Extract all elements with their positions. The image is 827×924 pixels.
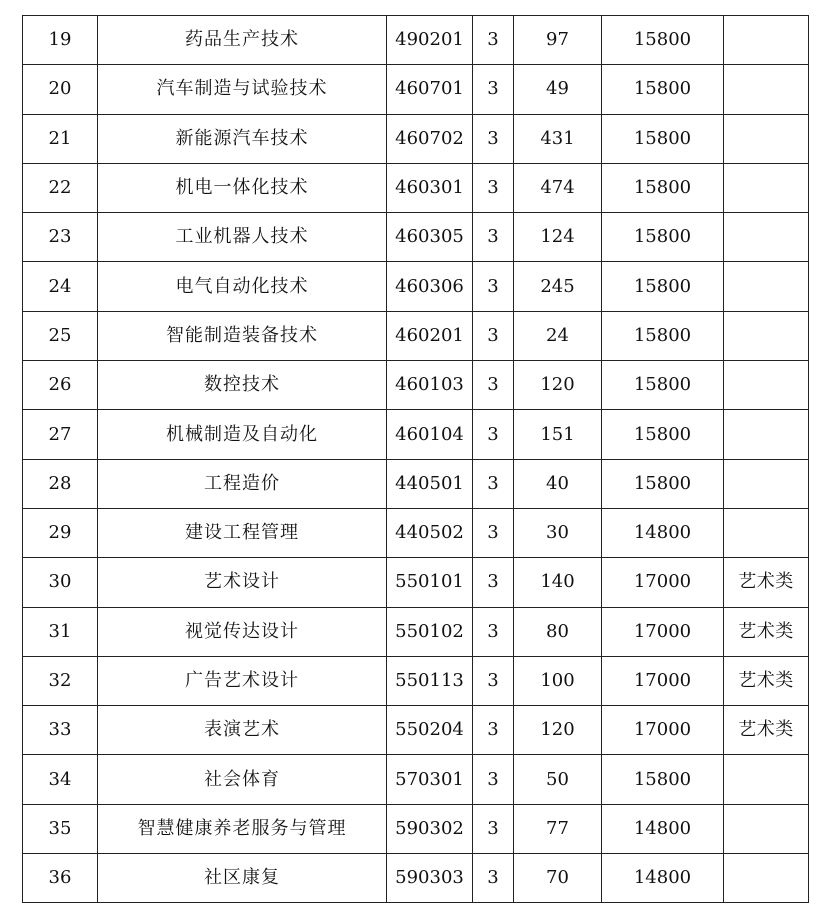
cell-years: 3 [473, 459, 514, 508]
cell-note [724, 213, 809, 262]
table-row [23, 558, 809, 607]
cell-major-code: 550204 [387, 706, 473, 755]
cell-note: 艺术类 [724, 607, 809, 656]
table-row [23, 114, 809, 163]
cell-count: 140 [514, 558, 602, 607]
cell-fee: 14800 [602, 508, 724, 557]
cell-note [724, 114, 809, 163]
table-row [23, 311, 809, 360]
cell-major-name: 智慧健康养老服务与管理 [98, 804, 387, 853]
cell-major-name: 建设工程管理 [98, 508, 387, 557]
table-body [23, 16, 809, 903]
cell-years: 3 [473, 410, 514, 459]
cell-major-code: 460701 [387, 65, 473, 114]
enrollment-table [22, 15, 809, 903]
cell-major-name: 药品生产技术 [98, 16, 387, 65]
cell-index: 35 [23, 804, 98, 853]
cell-major-code: 460201 [387, 311, 473, 360]
cell-note [724, 459, 809, 508]
cell-count: 49 [514, 65, 602, 114]
table-row [23, 706, 809, 755]
table-row [23, 804, 809, 853]
cell-fee: 15800 [602, 213, 724, 262]
cell-note [724, 262, 809, 311]
cell-fee: 15800 [602, 459, 724, 508]
cell-index: 24 [23, 262, 98, 311]
cell-major-name: 广告艺术设计 [98, 656, 387, 705]
cell-fee: 17000 [602, 706, 724, 755]
cell-years: 3 [473, 804, 514, 853]
cell-years: 3 [473, 114, 514, 163]
cell-fee: 15800 [602, 410, 724, 459]
cell-index: 30 [23, 558, 98, 607]
cell-years: 3 [473, 213, 514, 262]
cell-major-name: 新能源汽车技术 [98, 114, 387, 163]
cell-major-code: 490201 [387, 16, 473, 65]
cell-years: 3 [473, 755, 514, 804]
cell-index: 27 [23, 410, 98, 459]
cell-years: 3 [473, 262, 514, 311]
cell-index: 36 [23, 854, 98, 903]
cell-count: 24 [514, 311, 602, 360]
cell-index: 19 [23, 16, 98, 65]
cell-major-name: 艺术设计 [98, 558, 387, 607]
cell-major-name: 汽车制造与试验技术 [98, 65, 387, 114]
cell-count: 100 [514, 656, 602, 705]
cell-note [724, 410, 809, 459]
cell-major-name: 视觉传达设计 [98, 607, 387, 656]
cell-years: 3 [473, 607, 514, 656]
cell-index: 31 [23, 607, 98, 656]
cell-count: 245 [514, 262, 602, 311]
cell-fee: 17000 [602, 607, 724, 656]
cell-note [724, 755, 809, 804]
cell-major-name: 社区康复 [98, 854, 387, 903]
cell-note [724, 16, 809, 65]
cell-index: 22 [23, 163, 98, 212]
cell-index: 33 [23, 706, 98, 755]
cell-major-code: 460104 [387, 410, 473, 459]
cell-major-name: 表演艺术 [98, 706, 387, 755]
table-row [23, 410, 809, 459]
cell-index: 28 [23, 459, 98, 508]
cell-major-code: 590303 [387, 854, 473, 903]
cell-count: 97 [514, 16, 602, 65]
cell-major-name: 智能制造装备技术 [98, 311, 387, 360]
cell-index: 21 [23, 114, 98, 163]
cell-count: 124 [514, 213, 602, 262]
cell-major-name: 机械制造及自动化 [98, 410, 387, 459]
cell-count: 50 [514, 755, 602, 804]
cell-fee: 15800 [602, 361, 724, 410]
cell-count: 30 [514, 508, 602, 557]
cell-note [724, 804, 809, 853]
cell-count: 70 [514, 854, 602, 903]
cell-fee: 15800 [602, 16, 724, 65]
table-row [23, 361, 809, 410]
table-row [23, 755, 809, 804]
cell-major-name: 机电一体化技术 [98, 163, 387, 212]
cell-fee: 14800 [602, 854, 724, 903]
cell-major-code: 550101 [387, 558, 473, 607]
cell-note [724, 311, 809, 360]
cell-years: 3 [473, 361, 514, 410]
cell-fee: 15800 [602, 755, 724, 804]
cell-years: 3 [473, 163, 514, 212]
cell-years: 3 [473, 65, 514, 114]
cell-fee: 15800 [602, 262, 724, 311]
cell-count: 474 [514, 163, 602, 212]
cell-note [724, 361, 809, 410]
cell-index: 23 [23, 213, 98, 262]
cell-major-name: 社会体育 [98, 755, 387, 804]
cell-index: 34 [23, 755, 98, 804]
cell-fee: 15800 [602, 114, 724, 163]
cell-major-code: 590302 [387, 804, 473, 853]
cell-fee: 17000 [602, 558, 724, 607]
cell-index: 26 [23, 361, 98, 410]
cell-count: 40 [514, 459, 602, 508]
cell-major-code: 440501 [387, 459, 473, 508]
cell-note: 艺术类 [724, 706, 809, 755]
table-row [23, 607, 809, 656]
cell-index: 32 [23, 656, 98, 705]
cell-note [724, 65, 809, 114]
cell-fee: 15800 [602, 311, 724, 360]
cell-fee: 17000 [602, 656, 724, 705]
cell-major-code: 460702 [387, 114, 473, 163]
cell-major-code: 460305 [387, 213, 473, 262]
cell-note [724, 508, 809, 557]
table-row [23, 508, 809, 557]
cell-years: 3 [473, 706, 514, 755]
table-row [23, 262, 809, 311]
cell-count: 151 [514, 410, 602, 459]
cell-count: 120 [514, 361, 602, 410]
cell-note: 艺术类 [724, 558, 809, 607]
cell-major-name: 工业机器人技术 [98, 213, 387, 262]
cell-years: 3 [473, 311, 514, 360]
table-row [23, 213, 809, 262]
cell-major-code: 460301 [387, 163, 473, 212]
cell-years: 3 [473, 16, 514, 65]
cell-note: 艺术类 [724, 656, 809, 705]
cell-major-code: 570301 [387, 755, 473, 804]
cell-major-code: 460306 [387, 262, 473, 311]
cell-index: 29 [23, 508, 98, 557]
cell-note [724, 163, 809, 212]
cell-fee: 14800 [602, 804, 724, 853]
table-row [23, 459, 809, 508]
table-row [23, 854, 809, 903]
cell-index: 20 [23, 65, 98, 114]
cell-fee: 15800 [602, 65, 724, 114]
cell-count: 77 [514, 804, 602, 853]
cell-fee: 15800 [602, 163, 724, 212]
table-row [23, 65, 809, 114]
cell-years: 3 [473, 854, 514, 903]
cell-count: 80 [514, 607, 602, 656]
table-row [23, 656, 809, 705]
cell-years: 3 [473, 656, 514, 705]
cell-count: 431 [514, 114, 602, 163]
cell-index: 25 [23, 311, 98, 360]
cell-major-name: 数控技术 [98, 361, 387, 410]
table-row [23, 16, 809, 65]
cell-major-code: 550102 [387, 607, 473, 656]
cell-major-code: 460103 [387, 361, 473, 410]
cell-count: 120 [514, 706, 602, 755]
cell-years: 3 [473, 558, 514, 607]
cell-major-code: 550113 [387, 656, 473, 705]
cell-major-name: 工程造价 [98, 459, 387, 508]
cell-major-name: 电气自动化技术 [98, 262, 387, 311]
cell-note [724, 854, 809, 903]
table-row [23, 163, 809, 212]
cell-major-code: 440502 [387, 508, 473, 557]
cell-years: 3 [473, 508, 514, 557]
